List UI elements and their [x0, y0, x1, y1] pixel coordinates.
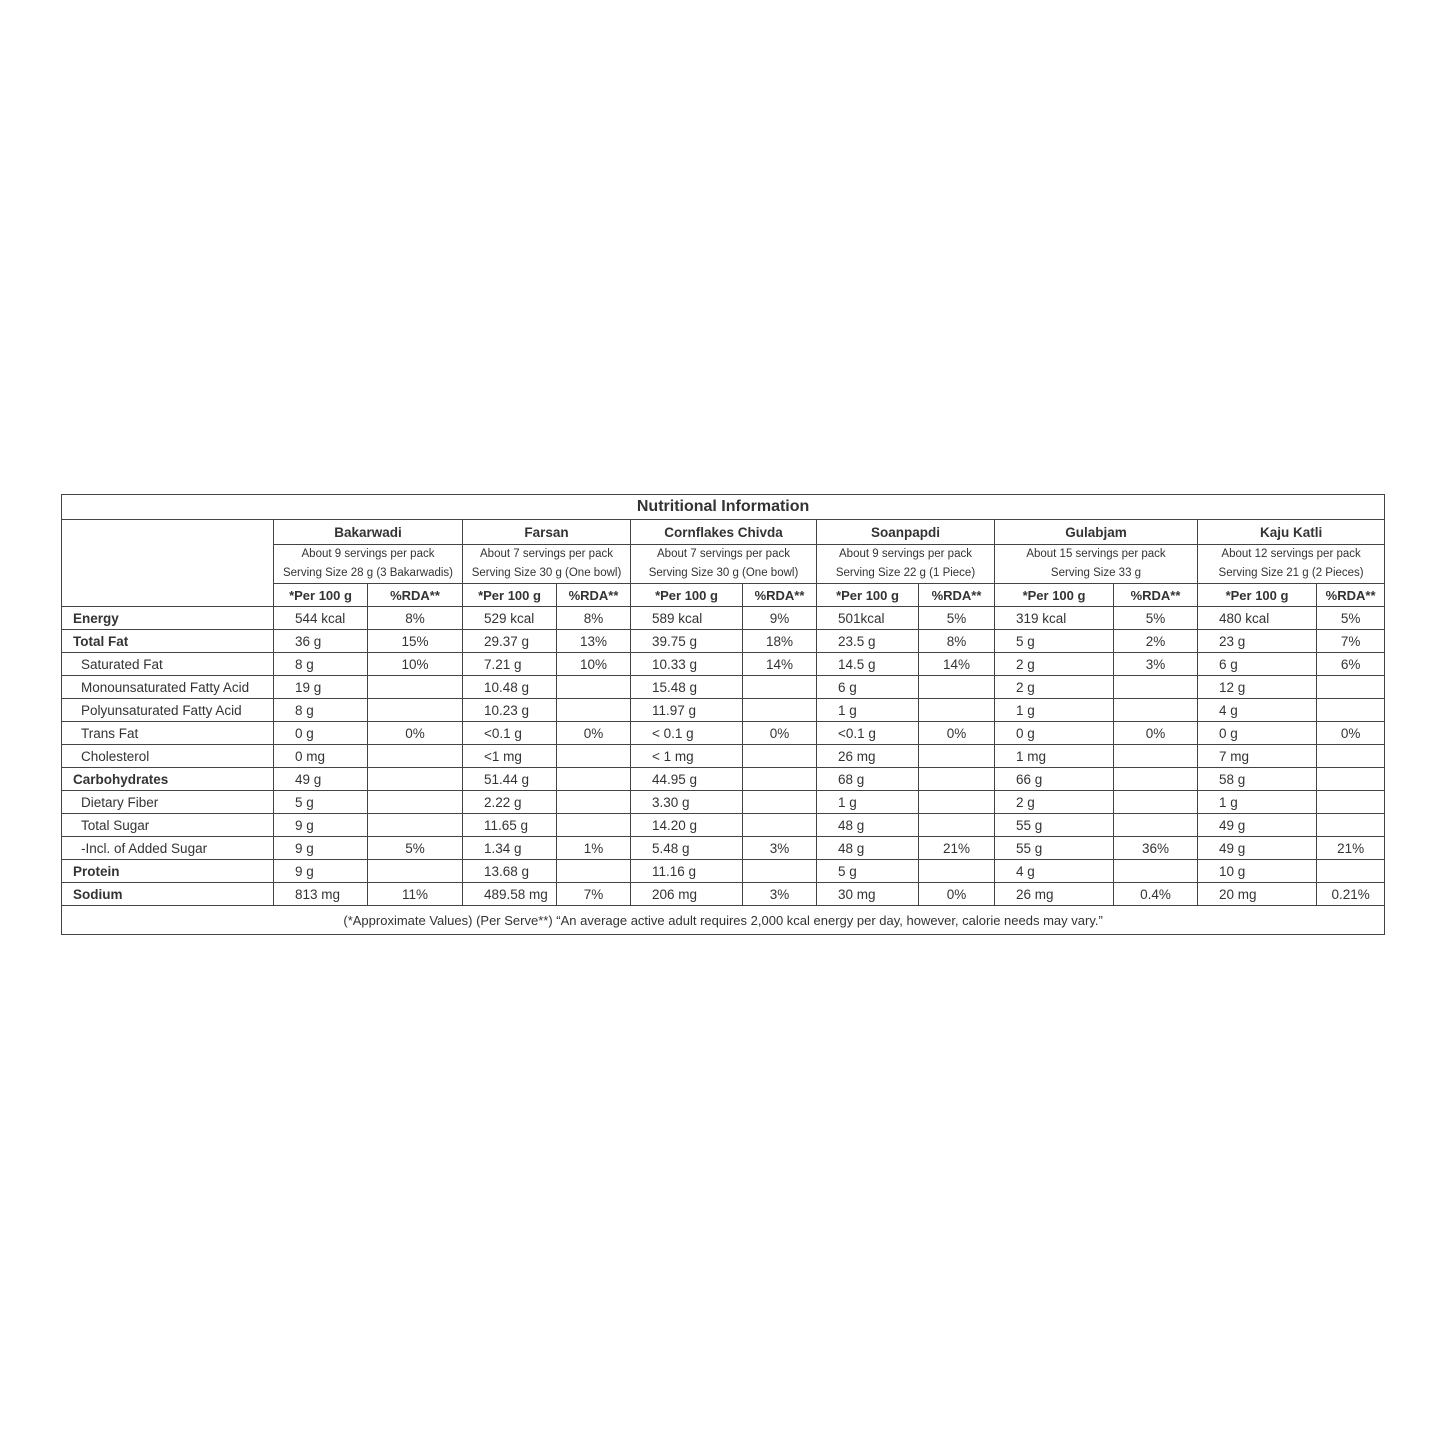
table-row [62, 837, 1385, 860]
rda-value [1114, 699, 1198, 722]
per-100g-value: 20 mg [1198, 883, 1317, 906]
per-100g-value: 14.20 g [631, 814, 743, 837]
rda-value: 5% [368, 837, 463, 860]
rda-value: 8% [557, 607, 631, 630]
servings-per-pack: About 7 servings per pack [657, 548, 790, 560]
rda-value [368, 814, 463, 837]
rda-value: 21% [919, 837, 995, 860]
servings-per-pack: About 9 servings per pack [839, 548, 972, 560]
rda-value [557, 791, 631, 814]
rda-value: 5% [1114, 607, 1198, 630]
table-row [62, 653, 1385, 676]
per-100g-value: 7.21 g [463, 653, 557, 676]
serving-info [817, 545, 995, 584]
nutrient-label: Energy [62, 607, 274, 630]
per-100g-value: 1 g [995, 699, 1114, 722]
nutrient-label: Dietary Fiber [62, 791, 274, 814]
nutrient-label: Total Sugar [62, 814, 274, 837]
nutrient-label: Protein [62, 860, 274, 883]
per-100g-value: 501kcal [817, 607, 919, 630]
rda-header: %RDA** [557, 584, 631, 607]
per-100g-value: 68 g [817, 768, 919, 791]
rda-value [919, 860, 995, 883]
rda-value [1317, 768, 1385, 791]
rda-value: 15% [368, 630, 463, 653]
rda-value: 5% [919, 607, 995, 630]
rda-value [1114, 860, 1198, 883]
rda-value: 0% [743, 722, 817, 745]
table-row [62, 676, 1385, 699]
per-100g-value: 589 kcal [631, 607, 743, 630]
per-100g-value: 2 g [995, 791, 1114, 814]
per-100g-value: 5 g [274, 791, 368, 814]
rda-value [368, 791, 463, 814]
table-row [62, 768, 1385, 791]
rda-header: %RDA** [368, 584, 463, 607]
servings-per-pack: About 15 servings per pack [1026, 548, 1166, 560]
rda-value [557, 814, 631, 837]
per-100g-value: 23 g [1198, 630, 1317, 653]
serving-size: Serving Size 21 g (2 Pieces) [1218, 567, 1364, 579]
per-100g-value: 2.22 g [463, 791, 557, 814]
per-100g-value: 1 g [1198, 791, 1317, 814]
per-100g-value: 15.48 g [631, 676, 743, 699]
table-row [62, 607, 1385, 630]
rda-value: 10% [557, 653, 631, 676]
rda-value: 9% [743, 607, 817, 630]
rda-value [743, 860, 817, 883]
per-100g-value: 10 g [1198, 860, 1317, 883]
per-100g-value: 1 g [817, 791, 919, 814]
per-100g-value: 5 g [995, 630, 1114, 653]
nutrition-table [61, 494, 1385, 935]
product-name: Soanpapdi [817, 520, 995, 545]
rda-value: 2% [1114, 630, 1198, 653]
nutrient-label: Saturated Fat [62, 653, 274, 676]
nutrient-label: Sodium [62, 883, 274, 906]
per-100g-value: 48 g [817, 814, 919, 837]
per-100g-value: 49 g [1198, 814, 1317, 837]
per-100g-value: 0 g [995, 722, 1114, 745]
per-100g-value: 0 g [274, 722, 368, 745]
per-100g-value: 29.37 g [463, 630, 557, 653]
per-100g-value: 10.23 g [463, 699, 557, 722]
per-100g-value: 58 g [1198, 768, 1317, 791]
rda-value: 13% [557, 630, 631, 653]
nutrient-label: -Incl. of Added Sugar [62, 837, 274, 860]
rda-value [368, 676, 463, 699]
per-100g-header: *Per 100 g [631, 584, 743, 607]
product-name: Farsan [463, 520, 631, 545]
per-100g-value: 26 mg [817, 745, 919, 768]
nutrient-label: Polyunsaturated Fatty Acid [62, 699, 274, 722]
per-100g-value: 489.58 mg [463, 883, 557, 906]
per-100g-value: 6 g [817, 676, 919, 699]
product-name: Gulabjam [995, 520, 1198, 545]
per-100g-value: 4 g [995, 860, 1114, 883]
per-100g-value: <0.1 g [817, 722, 919, 745]
table-row [62, 630, 1385, 653]
per-100g-value: 1 mg [995, 745, 1114, 768]
rda-value: 3% [743, 883, 817, 906]
rda-value [743, 699, 817, 722]
per-100g-value: < 0.1 g [631, 722, 743, 745]
rda-value: 0.4% [1114, 883, 1198, 906]
per-100g-value: 319 kcal [995, 607, 1114, 630]
per-100g-header: *Per 100 g [274, 584, 368, 607]
per-100g-value: 2 g [995, 676, 1114, 699]
per-100g-value: 1 g [817, 699, 919, 722]
per-100g-value: 19 g [274, 676, 368, 699]
per-100g-value: 23.5 g [817, 630, 919, 653]
rda-value [919, 768, 995, 791]
rda-value: 14% [919, 653, 995, 676]
table-row [62, 722, 1385, 745]
per-100g-value: 10.48 g [463, 676, 557, 699]
serving-info [631, 545, 817, 584]
rda-value: 18% [743, 630, 817, 653]
per-100g-value: 55 g [995, 837, 1114, 860]
rda-value [1114, 768, 1198, 791]
serving-size: Serving Size 30 g (One bowl) [648, 567, 799, 579]
rda-value: 8% [368, 607, 463, 630]
rda-value [557, 745, 631, 768]
rda-value [919, 676, 995, 699]
per-100g-value: 36 g [274, 630, 368, 653]
rda-value [743, 676, 817, 699]
rda-value [368, 768, 463, 791]
rda-value [1317, 860, 1385, 883]
per-100g-value: 10.33 g [631, 653, 743, 676]
rda-value: 1% [557, 837, 631, 860]
per-100g-value: 55 g [995, 814, 1114, 837]
rda-value: 0% [1317, 722, 1385, 745]
rda-value [557, 860, 631, 883]
per-100g-value: 11.97 g [631, 699, 743, 722]
table-row [62, 883, 1385, 906]
rda-value [1317, 745, 1385, 768]
per-100g-value: < 1 mg [631, 745, 743, 768]
per-100g-value: 49 g [1198, 837, 1317, 860]
rda-value [557, 768, 631, 791]
rda-header: %RDA** [743, 584, 817, 607]
per-100g-value: 26 mg [995, 883, 1114, 906]
rda-value: 3% [1114, 653, 1198, 676]
empty-corner-cell [62, 520, 274, 607]
rda-value: 7% [1317, 630, 1385, 653]
rda-header: %RDA** [1317, 584, 1385, 607]
rda-value: 36% [1114, 837, 1198, 860]
per-100g-value: 6 g [1198, 653, 1317, 676]
per-100g-value: 2 g [995, 653, 1114, 676]
per-100g-value: 0 mg [274, 745, 368, 768]
rda-value: 3% [743, 837, 817, 860]
servings-per-pack: About 9 servings per pack [301, 548, 435, 560]
product-name: Cornflakes Chivda [631, 520, 817, 545]
rda-value [1114, 745, 1198, 768]
per-100g-value: 544 kcal [274, 607, 368, 630]
per-100g-value: 1.34 g [463, 837, 557, 860]
rda-value: 6% [1317, 653, 1385, 676]
per-100g-value: <0.1 g [463, 722, 557, 745]
per-100g-value: 11.65 g [463, 814, 557, 837]
servings-per-pack: About 12 servings per pack [1221, 548, 1361, 560]
serving-info [274, 545, 463, 584]
per-100g-value: 49 g [274, 768, 368, 791]
rda-value [1317, 699, 1385, 722]
per-100g-value: 39.75 g [631, 630, 743, 653]
servings-per-pack: About 7 servings per pack [480, 548, 613, 560]
rda-value [368, 860, 463, 883]
rda-value [1114, 791, 1198, 814]
rda-value: 8% [919, 630, 995, 653]
per-100g-value: 8 g [274, 653, 368, 676]
rda-value: 0% [919, 883, 995, 906]
per-100g-value: 14.5 g [817, 653, 919, 676]
serving-info [995, 545, 1198, 584]
per-100g-value: 813 mg [274, 883, 368, 906]
nutrient-label: Monounsaturated Fatty Acid [62, 676, 274, 699]
rda-value [919, 814, 995, 837]
product-name: Bakarwadi [274, 520, 463, 545]
rda-value [368, 745, 463, 768]
rda-value: 10% [368, 653, 463, 676]
rda-value: 5% [1317, 607, 1385, 630]
per-100g-value: 9 g [274, 814, 368, 837]
nutrient-label: Carbohydrates [62, 768, 274, 791]
rda-value [1114, 676, 1198, 699]
per-100g-value: 44.95 g [631, 768, 743, 791]
rda-value [557, 699, 631, 722]
rda-value [743, 791, 817, 814]
serving-size: Serving Size 28 g (3 Bakarwadis) [282, 567, 454, 579]
serving-info [1198, 545, 1385, 584]
rda-value [1317, 791, 1385, 814]
rda-value [743, 745, 817, 768]
per-100g-header: *Per 100 g [995, 584, 1114, 607]
rda-header: %RDA** [919, 584, 995, 607]
per-100g-value: 0 g [1198, 722, 1317, 745]
serving-size: Serving Size 30 g (One bowl) [471, 567, 622, 579]
nutrient-label: Trans Fat [62, 722, 274, 745]
rda-value [743, 814, 817, 837]
per-100g-value: 66 g [995, 768, 1114, 791]
serving-size: Serving Size 33 g [1050, 567, 1142, 579]
per-100g-header: *Per 100 g [1198, 584, 1317, 607]
per-100g-value: 51.44 g [463, 768, 557, 791]
per-100g-value: 480 kcal [1198, 607, 1317, 630]
serving-info [463, 545, 631, 584]
table-row [62, 814, 1385, 837]
per-100g-value: 7 mg [1198, 745, 1317, 768]
per-100g-value: 3.30 g [631, 791, 743, 814]
table-row [62, 745, 1385, 768]
per-100g-value: 206 mg [631, 883, 743, 906]
per-100g-value: 5 g [817, 860, 919, 883]
rda-value [743, 768, 817, 791]
rda-value: 0% [919, 722, 995, 745]
rda-value: 14% [743, 653, 817, 676]
rda-value: 0.21% [1317, 883, 1385, 906]
rda-value [368, 699, 463, 722]
per-100g-header: *Per 100 g [817, 584, 919, 607]
per-100g-value: 48 g [817, 837, 919, 860]
per-100g-value: 9 g [274, 837, 368, 860]
per-100g-value: 4 g [1198, 699, 1317, 722]
per-100g-value: 9 g [274, 860, 368, 883]
rda-value [919, 699, 995, 722]
rda-value [557, 676, 631, 699]
rda-value: 21% [1317, 837, 1385, 860]
rda-value [1317, 676, 1385, 699]
rda-value: 7% [557, 883, 631, 906]
nutrient-label: Total Fat [62, 630, 274, 653]
table-row [62, 791, 1385, 814]
per-100g-header: *Per 100 g [463, 584, 557, 607]
rda-value: 11% [368, 883, 463, 906]
per-100g-value: 5.48 g [631, 837, 743, 860]
rda-value [1317, 814, 1385, 837]
rda-value: 0% [557, 722, 631, 745]
rda-value [1114, 814, 1198, 837]
per-100g-value: 8 g [274, 699, 368, 722]
rda-value: 0% [1114, 722, 1198, 745]
footnote: (*Approximate Values) (Per Serve**) “An average active adult requires 2,000 kcal energy per day, however, calorie needs may vary.” [62, 906, 1385, 935]
nutrient-label: Cholesterol [62, 745, 274, 768]
per-100g-value: 13.68 g [463, 860, 557, 883]
serving-size: Serving Size 22 g (1 Piece) [835, 567, 976, 579]
per-100g-value: 30 mg [817, 883, 919, 906]
table-row [62, 699, 1385, 722]
per-100g-value: 11.16 g [631, 860, 743, 883]
per-100g-value: 12 g [1198, 676, 1317, 699]
table-title: Nutritional Information [62, 495, 1385, 520]
rda-value: 0% [368, 722, 463, 745]
rda-value [919, 745, 995, 768]
per-100g-value: 529 kcal [463, 607, 557, 630]
rda-header: %RDA** [1114, 584, 1198, 607]
per-100g-value: <1 mg [463, 745, 557, 768]
rda-value [919, 791, 995, 814]
product-name: Kaju Katli [1198, 520, 1385, 545]
table-row [62, 860, 1385, 883]
